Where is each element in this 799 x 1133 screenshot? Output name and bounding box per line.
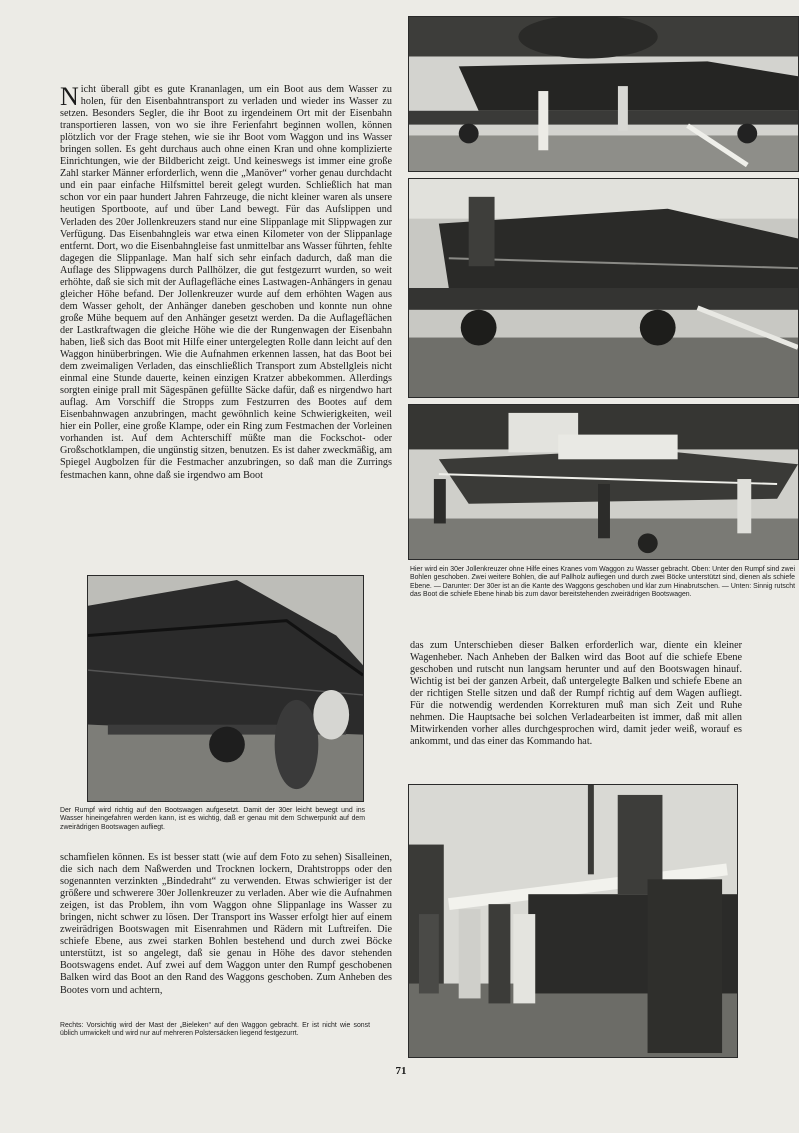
photo-boat-on-railcar-top [408, 16, 799, 172]
article-paragraph-2: schamfielen können. Es ist besser statt (wie auf dem Foto zu sehen) Sisalleinen, die sich nach dem Naßwerden und Trocknen lockern, Drahtstropps oder den sogenannten verzinkten „Bindedraht“ zu verwenden. Etwas schwieriger ist der größere und schwerere 30er Jollenkreuzer zu verladen. Aber wie die Aufnahmen zeigen, ist das Problem, ihn vom Waggon ohne Slippanlage ins Wasser zu bringen, nicht schwer zu lösen. Der Transport ins Wasser erfolgt hier auf einem zweirädrigen Bootswagen mit Eisenrahmen und Rädern mit Luftreifen. Die schiefe Ebene, aus zwei starken Bohlen bestehend und durch zwei Böcke unterstützt, ist so angelegt, daß sie genau in Höhe des davor stehenden Bootswagens endet. Auf zwei auf dem Waggon unter den Rumpf geschobenen Balken wird das Boot an den Rand des Waggons geschoben. Zum Anheben des Bootes vorn und achtern, [60, 852, 392, 996]
article-paragraph-3: das zum Unterschieben dieser Balken erforderlich war, diente ein kleiner Wagenheber. Nach Anheben der Balken wird das Boot auf die schiefe Ebene geschoben und rutscht nun langsam herunter und auf den Bootswagen hinauf. Wichtig ist bei der ganzen Arbeit, daß untergelegte Balken und schiefe Ebene an der richtigen Stelle sitzen und daß der Rumpf richtig auf dem Wagen aufliegt. Für die notwendig werdenden Korrekturen muß man sich Zeit und Ruhe nehmen. Die Hauptsache bei solchen Verladearbeiten ist immer, daß mit allen Mitwirkenden vorher alles durchgesprochen wird, damit jeder weiß, worauf es ankommt, und das einer das Kommando hat. [410, 640, 742, 748]
article-column-left-bottom [60, 852, 392, 997]
page-number: 71 [395, 1065, 407, 1077]
photo-mast-loading [408, 784, 738, 1058]
caption-right-sequence: Hier wird ein 30er Jollenkreuzer ohne Hilfe eines Kranes vom Waggon zu Wasser gebracht. Oben: Unter den Rumpf sind zwei Bohlen geschoben. Zwei weitere Bohlen, die auf Pallholz aufliegen und durch zwei Böcke unterstützt sind, dienen als schiefe Ebene. — Darunter: Der 30er ist an die Kante des Waggons geschoben und klar zum Hinabrutschen. — Unten: Sinnig rutscht das Boot die schiefe Ebene hinab bis zum davor bereitstehenden zweirädrigen Bootswagen. [410, 566, 795, 599]
article-paragraph-1: icht überall gibt es gute Krananlagen, um ein Boot aus dem Wasser zu holen, für den Eisenbahntransport zu verladen und wieder ins Wasser zu setzen. Besonders Segler, die ihr Boot zu irgendeinem Ort mit der Eisenbahn transportieren lassen, von wo sie ihre Ferienfahrt beginnen wollen, können plötzlich vor der Frage stehen, wie sie ihr Boot vom Waggon und ins Wasser bringen sollen. Es geht durchaus auch ohne einen Kran und ohne komplizierte Einrichtungen, wie der Bildbericht zeigt. Und keineswegs ist immer eine große Zahl starker Männer erforderlich, wenn die „Manöver“ vorher genau durchdacht und ein paar einfache Hilfsmittel bereit gelegt wurden. Schließlich hat man schon vor ein paar hundert Jahren Fahrzeuge, die nicht kleiner waren als unsere heutigen Sportboote, auf und über Land bewegt. Für das Aufslippen und Verladen des 20er Jollenkreuzers stand nur eine Slippanlage mit Slippwagen zur Verfügung. Das Eisenbahngleis war etwa einen Kilometer von der Slippanlage entfernt. Dort, wo die Eisenbahngleise fast unmittelbar ans Wasser führten, fehlte dagegen die Slippanlage. Man half sich sehr einfach dadurch, daß man die Auflage des Slippwagens durch Pallhölzer, die gut festgezurrt wurden, so weit erhöhte, daß sie sich mit der Auflagefläche eines Lastwagen-Anhängers in genau gleicher Höhe befand. Der Jollenkreuzer wurde auf dem erhöhten Wagen aus dem Wasser geholt, der Anhänger daneben geschoben und konnte nun ohne große Mühe bequem auf den Anhänger gesetzt werden. Da die Auflageflächen der Lastkraftwagen die gleiche Höhe wie die der Rungenwagen der Eisenbahn haben, ließ sich das Boot mit Hilfe einer untergelegten Rolle dann leicht auf den Waggon hinüberbringen. Wie die Aufnahmen erkennen lassen, hat das Boot bei dem zweimaligen Verladen, das einschließlich Transport zum Abstellgleis nicht einmal eine Stunde dauerte, keinen einzigen Kratzer abbekommen. Allerdings sorgten einige prall mit Sägespänen gefüllte Säcke dafür, daß es nirgendwo hart auflag. Am Vorschiff die Stropps zum Festzurren des Bootes auf dem Eisenbahnwagen anzubringen, macht gewöhnlich keine Schwierigkeiten, weil hier ein Poller, eine große Klampe, oder ein Ring zum Festmachen der Vorleinen vorhanden ist. Auf dem Achterschiff müßte man die Fockschot- oder Großschotklampen, die ungünstig sitzen, benutzen. Es ist daher zweckmäßig, am Spiegel Augbolzen für die Festmacher anzubringen, so daß man die Zurrings festmachen kann, ohne daß sie irgendwo am Boot [60, 84, 392, 481]
photo-boat-on-ramp [408, 404, 799, 560]
drop-cap: N [60, 82, 79, 111]
article-column-right [410, 640, 742, 748]
caption-bottom-right: Rechts: Vorsichtig wird der Mast der „Bieleken“ auf den Waggon gebracht. Er ist nicht wie sonst üblich umwickelt und wird nur auf mehreren Polstersäcken liegend festgezurrt. [60, 1022, 370, 1038]
photo-boat-at-waggon-edge [408, 178, 799, 398]
article-column-left-top [60, 84, 392, 482]
photo-hull-on-bootswagen [87, 575, 364, 802]
caption-left-photo: Der Rumpf wird richtig auf den Bootswagen aufgesetzt. Damit der 30er leicht bewegt und ins Wasser hineingefahren werden kann, ist es wichtig, daß er genau mit dem Schwerpunkt auf dem zweirädrigen Bootswagen aufliegt. [60, 807, 365, 831]
